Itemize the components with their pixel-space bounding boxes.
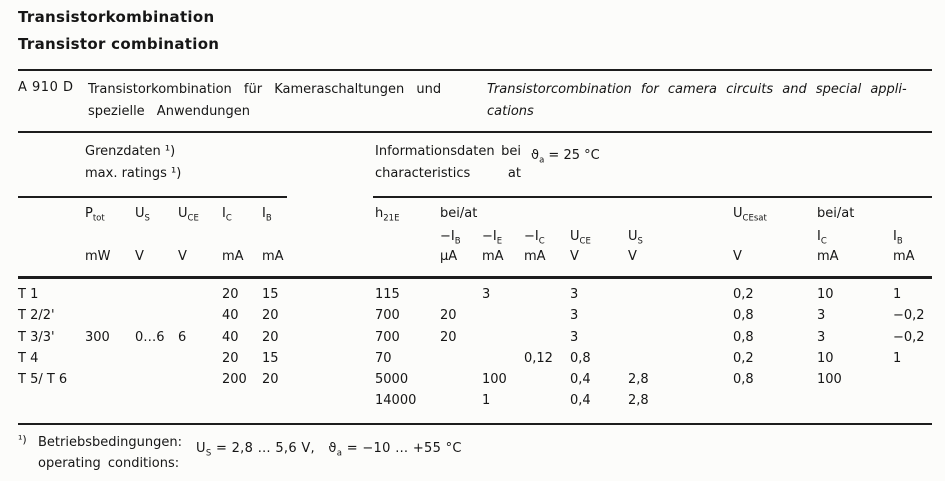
device-description-en-line2: cations xyxy=(487,104,534,119)
footnote-label-de: Betriebsbedingungen: xyxy=(38,435,182,450)
formula-temp-range: = −10 … +55 °C xyxy=(346,441,462,456)
col-unit-us2: V xyxy=(628,249,637,264)
cell-ib2: −0,2 xyxy=(893,308,925,323)
section-ratings xyxy=(85,141,181,185)
cell-neg-ie: 3 xyxy=(482,287,491,302)
formula-us-symbol: $U_S$ xyxy=(196,441,212,459)
cell-ic2: 3 xyxy=(817,330,826,345)
footnote-label-en: operating conditions: xyxy=(38,456,180,471)
cell-neg-ie: 100 xyxy=(482,372,507,387)
col-header-us: $U_S$ xyxy=(135,206,150,224)
test-condition-temperature: $ϑ_a = 25$ °C xyxy=(531,148,600,166)
cell-ucesat: 0,8 xyxy=(733,372,754,387)
col-header-ic2: $I_C$ xyxy=(817,229,827,247)
table-row-t5-t6-cont xyxy=(0,393,945,414)
device-description-en-line1: Transistorcombination for camera circuits and special appli- xyxy=(487,82,907,97)
characteristics-de-main: Informationsdaten xyxy=(375,144,495,159)
cell-us: 0…6 xyxy=(135,330,165,345)
table-row-t2 xyxy=(0,308,945,329)
cell-ic2: 100 xyxy=(817,372,842,387)
cell-ic2: 10 xyxy=(817,287,834,302)
operating-conditions-formula xyxy=(196,441,462,459)
cell-label: T 2/2' xyxy=(18,308,55,323)
formula-us-range: = 2,8 … 5,6 V, xyxy=(215,441,315,456)
cell-ib2: 1 xyxy=(893,351,902,366)
page-title-en: Transistor combination xyxy=(18,35,220,53)
col-header-ib: $I_B$ xyxy=(262,206,272,224)
cell-ic: 40 xyxy=(222,330,239,345)
cell-neg-ib: 20 xyxy=(440,330,457,345)
cell-uce2: 3 xyxy=(570,287,579,302)
device-description-de-line1: Transistorkombination für Kameraschaltungen und xyxy=(88,82,442,97)
cell-h21e: 5000 xyxy=(375,372,409,387)
device-description-en xyxy=(487,79,907,123)
col-unit-ptot: mW xyxy=(85,249,111,264)
cell-ucesat: 0,2 xyxy=(733,351,754,366)
col-header-us2: $U_S$ xyxy=(628,229,643,247)
cell-h21e: 115 xyxy=(375,287,400,302)
col-header-bei-at-2: bei/at xyxy=(817,206,855,221)
cell-ib: 20 xyxy=(262,308,279,323)
cell-ib: 20 xyxy=(262,330,279,345)
cell-ic: 200 xyxy=(222,372,247,387)
section-ratings-de: Grenzdaten ¹) xyxy=(85,144,176,159)
characteristics-en-at: at xyxy=(507,166,521,181)
cell-uce: 6 xyxy=(178,330,187,345)
divider-header xyxy=(18,131,932,133)
cell-uce2: 3 xyxy=(570,330,579,345)
col-header-uce: $U_{CE}$ xyxy=(178,206,199,224)
col-unit-ic: mA xyxy=(222,249,244,264)
col-unit-uce: V xyxy=(178,249,187,264)
cell-uce2: 0,4 xyxy=(570,372,591,387)
device-description-de xyxy=(88,79,441,123)
col-unit-ib2: mA xyxy=(893,249,915,264)
cell-label: T 1 xyxy=(18,287,39,302)
col-unit-neg-ib: µA xyxy=(440,249,458,264)
col-unit-ib: mA xyxy=(262,249,284,264)
characteristics-en-main: characteristics xyxy=(375,166,471,181)
cell-h21e: 700 xyxy=(375,308,400,323)
col-unit-ucesat: V xyxy=(733,249,742,264)
table-row-t3 xyxy=(0,330,945,351)
page-title-de: Transistorkombination xyxy=(18,8,215,26)
footnote-labels xyxy=(38,432,182,474)
characteristics-de-at: bei xyxy=(501,144,521,159)
divider-columns-right xyxy=(373,196,932,198)
cell-ucesat: 0,8 xyxy=(733,308,754,323)
device-description-de-line2: spezielle Anwendungen xyxy=(88,104,251,119)
footnote-marker: ¹) xyxy=(18,433,27,446)
cell-uce2: 0,8 xyxy=(570,351,591,366)
cell-ic: 20 xyxy=(222,351,239,366)
cell-uce2: 0,4 xyxy=(570,393,591,408)
divider-columns-left xyxy=(18,196,287,198)
cell-label: T 3/3' xyxy=(18,330,55,345)
cell-neg-ie: 1 xyxy=(482,393,491,408)
column-header-row-1 xyxy=(0,206,945,227)
theta-symbol: ϑ xyxy=(531,148,540,163)
cell-neg-ib: 20 xyxy=(440,308,457,323)
col-header-uce2: $U_{CE}$ xyxy=(570,229,591,247)
col-header-ucesat: $U_{CEsat}$ xyxy=(733,206,767,224)
col-header-neg-ie: $-I_E$ xyxy=(482,229,503,247)
col-unit-us: V xyxy=(135,249,144,264)
section-characteristics xyxy=(375,141,521,185)
cell-uce2: 3 xyxy=(570,308,579,323)
cell-neg-ic: 0,12 xyxy=(524,351,553,366)
col-header-ic: $I_C$ xyxy=(222,206,232,224)
column-unit-row xyxy=(0,249,945,270)
table-row-t1 xyxy=(0,287,945,308)
formula-theta-symbol: $ϑ_a$ xyxy=(328,441,343,459)
section-characteristics-en xyxy=(375,163,521,185)
cell-h21e: 14000 xyxy=(375,393,417,408)
cell-ptot: 300 xyxy=(85,330,110,345)
section-characteristics-de xyxy=(375,141,521,163)
col-header-neg-ib: $-I_B$ xyxy=(440,229,461,247)
table-row-t4 xyxy=(0,351,945,372)
col-unit-neg-ie: mA xyxy=(482,249,504,264)
col-header-ib2: $I_B$ xyxy=(893,229,903,247)
col-header-neg-ic: $-I_C$ xyxy=(524,229,545,247)
col-header-h21e: $h_{21E}$ xyxy=(375,206,400,224)
cell-h21e: 700 xyxy=(375,330,400,345)
cell-ib2: 1 xyxy=(893,287,902,302)
cell-ucesat: 0,8 xyxy=(733,330,754,345)
cell-ib: 20 xyxy=(262,372,279,387)
cell-ic2: 10 xyxy=(817,351,834,366)
col-unit-ic2: mA xyxy=(817,249,839,264)
device-type: A 910 D xyxy=(18,80,74,95)
cell-ib2: −0,2 xyxy=(893,330,925,345)
col-unit-uce2: V xyxy=(570,249,579,264)
cell-h21e: 70 xyxy=(375,351,392,366)
divider-table-bottom xyxy=(18,423,932,425)
cell-label: T 4 xyxy=(18,351,39,366)
col-unit-neg-ic: mA xyxy=(524,249,546,264)
table-row-t5-t6 xyxy=(0,372,945,393)
cell-us2: 2,8 xyxy=(628,372,649,387)
col-header-bei-at-1: bei/at xyxy=(440,206,478,221)
cell-ic: 40 xyxy=(222,308,239,323)
cell-ic2: 3 xyxy=(817,308,826,323)
divider-table-top xyxy=(18,276,932,279)
divider-top xyxy=(18,69,932,71)
col-header-ptot: $P_{tot}$ xyxy=(85,206,105,224)
cell-ib: 15 xyxy=(262,287,279,302)
cell-label: T 5/ T 6 xyxy=(18,372,68,387)
cell-us2: 2,8 xyxy=(628,393,649,408)
section-ratings-en: max. ratings ¹) xyxy=(85,166,182,181)
column-header-row-2 xyxy=(0,229,945,250)
cell-ucesat: 0,2 xyxy=(733,287,754,302)
cell-ic: 20 xyxy=(222,287,239,302)
temperature-value: = 25 °C xyxy=(548,148,600,163)
cell-ib: 15 xyxy=(262,351,279,366)
